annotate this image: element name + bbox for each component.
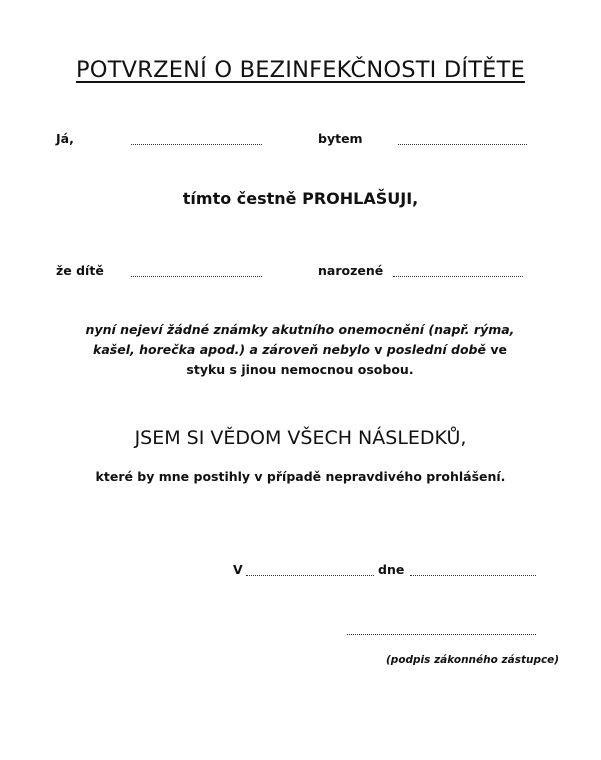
- birth-date-field[interactable]: [393, 276, 523, 277]
- awareness-heading: JSEM SI VĚDOM VŠECH NÁSLEDKŮ,: [134, 427, 467, 449]
- label-place: V: [233, 562, 243, 577]
- label-date: dne: [378, 562, 405, 577]
- place-field[interactable]: [246, 575, 374, 576]
- health-statement: [80, 320, 520, 380]
- statement-text-1: v: [369, 342, 387, 357]
- consequence-text: které by mne postihly v případě nepravdivého prohlášení.: [95, 469, 506, 484]
- child-name-field[interactable]: [131, 276, 262, 277]
- date-field[interactable]: [410, 575, 536, 576]
- statement-text-2: ve styku s jinou nemocnou osobou.: [186, 342, 507, 377]
- label-born: narozené: [318, 263, 384, 278]
- document-title: POTVRZENÍ O BEZINFEKČNOSTI DÍTĚTE: [76, 57, 525, 83]
- declaration-heading: tímto čestně PROHLAŠUJI,: [182, 189, 419, 208]
- label-i: Já,: [56, 131, 74, 146]
- signature-field[interactable]: [347, 634, 536, 635]
- address-field[interactable]: [398, 144, 527, 145]
- name-field[interactable]: [131, 144, 262, 145]
- statement-italic-2: poslední době: [386, 342, 486, 357]
- signature-caption: (podpis zákonného zástupce): [386, 654, 560, 666]
- label-child: že dítě: [56, 263, 104, 278]
- label-residing: bytem: [318, 131, 363, 146]
- statement-italic-1: nyní nejeví žádné známky akutního onemocnění (např. rýma, kašel, horečka apod.) a zároveň nebylo: [85, 322, 515, 357]
